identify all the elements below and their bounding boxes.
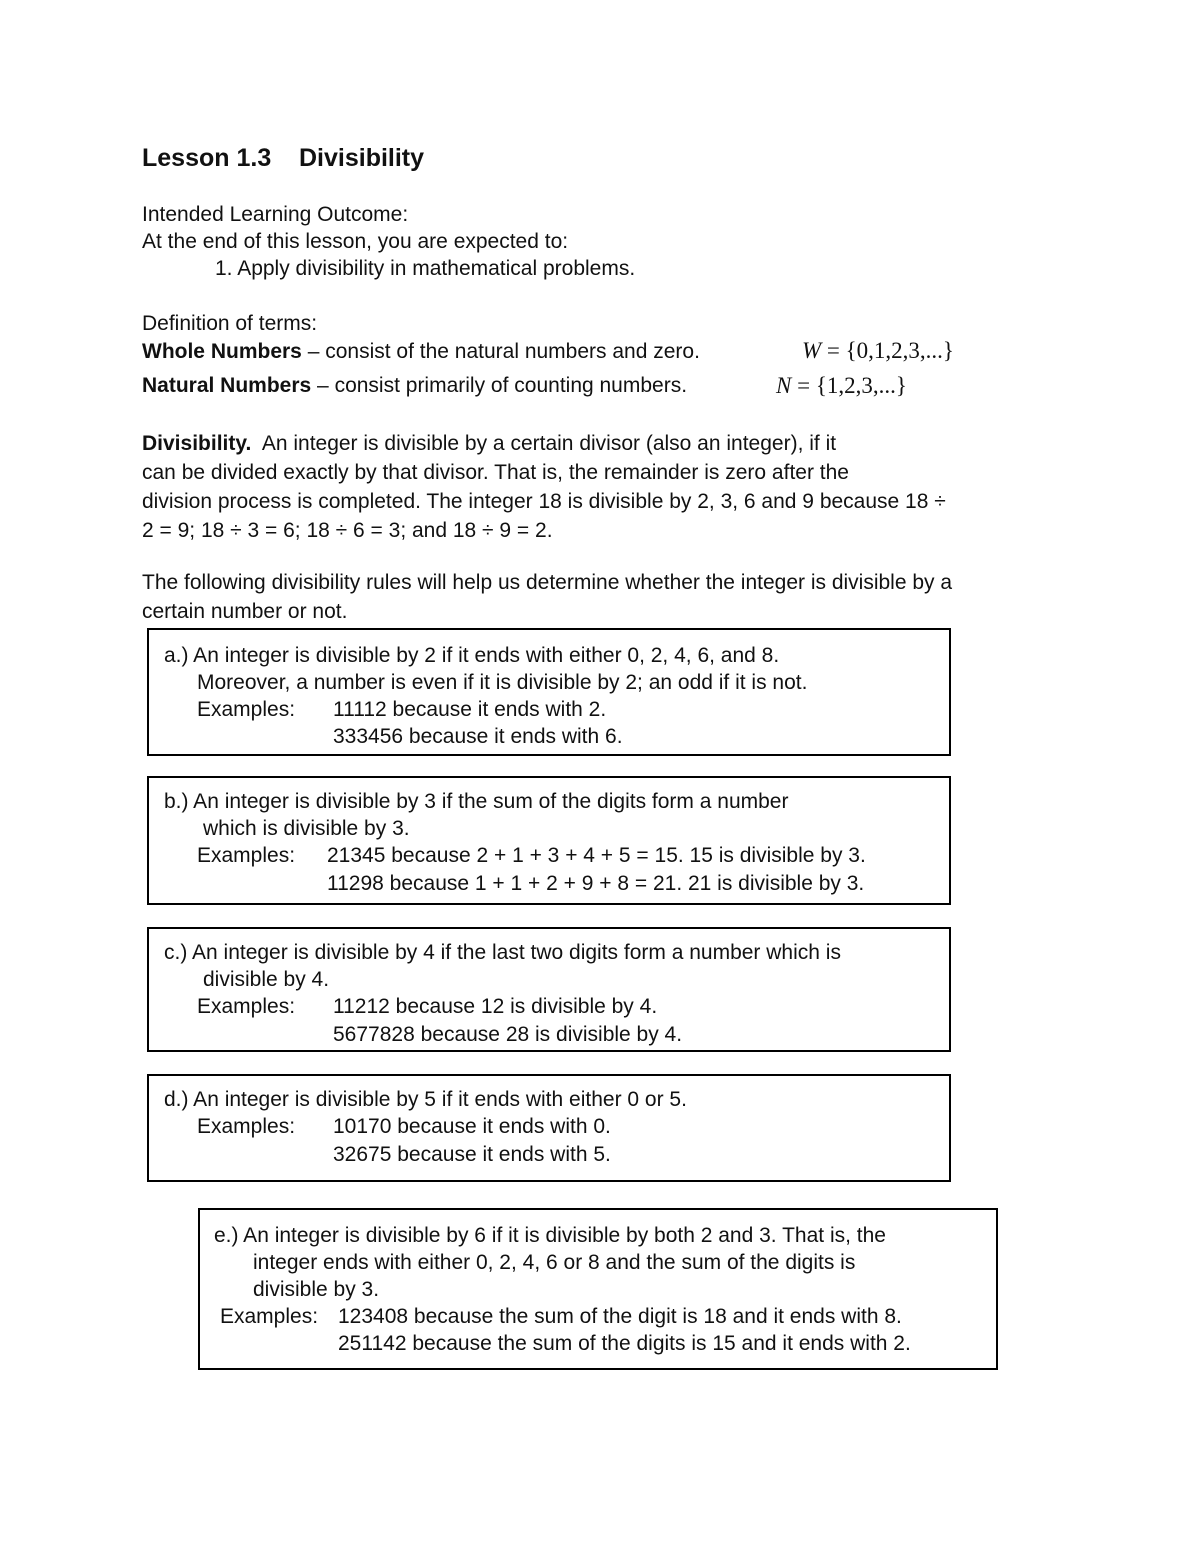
rule-box-e	[198, 1208, 998, 1370]
divisibility-line: division process is completed. The integer 18 is divisible by 2, 3, 6 and 9 because 18 ÷	[142, 490, 946, 513]
ilo-intro: At the end of this lesson, you are expected to:	[142, 230, 569, 253]
rule-c-line: c.) An integer is divisible by 4 if the last two digits form a number which is	[164, 941, 841, 964]
rule-e-example: 251142 because the sum of the digits is 15 and it ends with 2.	[338, 1332, 911, 1355]
rule-e-line: integer ends with either 0, 2, 4, 6 or 8 and the sum of the digits is	[253, 1251, 856, 1274]
rule-d-example: 10170 because it ends with 0.	[333, 1115, 611, 1138]
rule-e-examples-label: Examples:	[220, 1305, 319, 1328]
rule-box-c	[147, 927, 951, 1052]
natural-numbers-set-values: = {1,2,3,...}	[791, 373, 907, 398]
rule-d-examples-label: Examples:	[197, 1115, 296, 1138]
divisibility-paragraph	[142, 429, 1082, 545]
rule-b-example: 21345 because 2 + 1 + 3 + 4 + 5 = 15. 15 is divisible by 3.	[327, 844, 866, 867]
rule-a-line: a.) An integer is divisible by 2 if it ends with either 0, 2, 4, 6, and 8.	[164, 644, 780, 667]
rule-b-examples-label: Examples:	[197, 844, 296, 867]
natural-numbers-term: Natural Numbers	[142, 374, 312, 397]
divisibility-text: An integer is divisible by a certain divisor (also an integer), if it	[251, 432, 837, 455]
whole-numbers-symbol: W	[802, 338, 822, 363]
rule-d-line: d.) An integer is divisible by 5 if it ends with either 0 or 5.	[164, 1088, 687, 1111]
natural-numbers-definition	[142, 375, 687, 396]
rule-e-line: divisible by 3.	[253, 1278, 380, 1301]
divisibility-line	[142, 429, 1082, 458]
natural-numbers-text: – consist primarily of counting numbers.	[311, 374, 688, 397]
rule-c-example: 11212 because 12 is divisible by 4.	[333, 995, 658, 1018]
divisibility-term: Divisibility.	[142, 432, 252, 455]
whole-numbers-text: – consist of the natural numbers and zero.	[301, 340, 700, 363]
whole-numbers-set-values: = {0,1,2,3,...}	[821, 338, 954, 363]
rule-d-example: 32675 because it ends with 5.	[333, 1143, 611, 1166]
rule-a-example: 333456 because it ends with 6.	[333, 725, 623, 748]
rule-b-line: b.) An integer is divisible by 3 if the sum of the digits form a number	[164, 790, 789, 813]
definitions-heading: Definition of terms:	[142, 312, 318, 335]
rule-a-example: 11112 because it ends with 2.	[333, 698, 607, 721]
rule-e-example: 123408 because the sum of the digit is 18 and it ends with 8.	[338, 1305, 902, 1328]
rule-box-d	[147, 1074, 951, 1182]
divisibility-line: can be divided exactly by that divisor. That is, the remainder is zero after the	[142, 461, 849, 484]
whole-numbers-definition	[142, 341, 700, 362]
rules-intro-line: certain number or not.	[142, 600, 348, 623]
natural-numbers-set	[776, 374, 907, 397]
rule-b-line: which is divisible by 3.	[203, 817, 410, 840]
rule-box-a	[147, 628, 951, 756]
rule-a-examples-label: Examples:	[197, 698, 296, 721]
rule-box-b	[147, 776, 951, 905]
rules-intro	[142, 568, 1082, 626]
rule-c-line: divisible by 4.	[203, 968, 330, 991]
rules-intro-line: The following divisibility rules will help us determine whether the integer is divisible by a	[142, 571, 953, 594]
lesson-topic: Divisibility	[299, 144, 425, 172]
natural-numbers-symbol: N	[776, 373, 792, 398]
lesson-number: Lesson 1.3	[142, 144, 272, 172]
whole-numbers-term: Whole Numbers	[142, 340, 302, 363]
ilo-item: 1. Apply divisibility in mathematical problems.	[215, 257, 636, 280]
rule-a-line: Moreover, a number is even if it is divisible by 2; an odd if it is not.	[197, 671, 808, 694]
ilo-heading: Intended Learning Outcome:	[142, 203, 409, 226]
rule-b-example: 11298 because 1 + 1 + 2 + 9 + 8 = 21. 21 is divisible by 3.	[327, 872, 865, 895]
divisibility-line: 2 = 9; 18 ÷ 3 = 6; 18 ÷ 6 = 3; and 18 ÷ 9 = 2.	[142, 519, 553, 542]
rule-e-line: e.) An integer is divisible by 6 if it is divisible by both 2 and 3. That is, the	[214, 1224, 886, 1247]
whole-numbers-set	[802, 339, 954, 362]
rule-c-example: 5677828 because 28 is divisible by 4.	[333, 1023, 683, 1046]
rule-c-examples-label: Examples:	[197, 995, 296, 1018]
